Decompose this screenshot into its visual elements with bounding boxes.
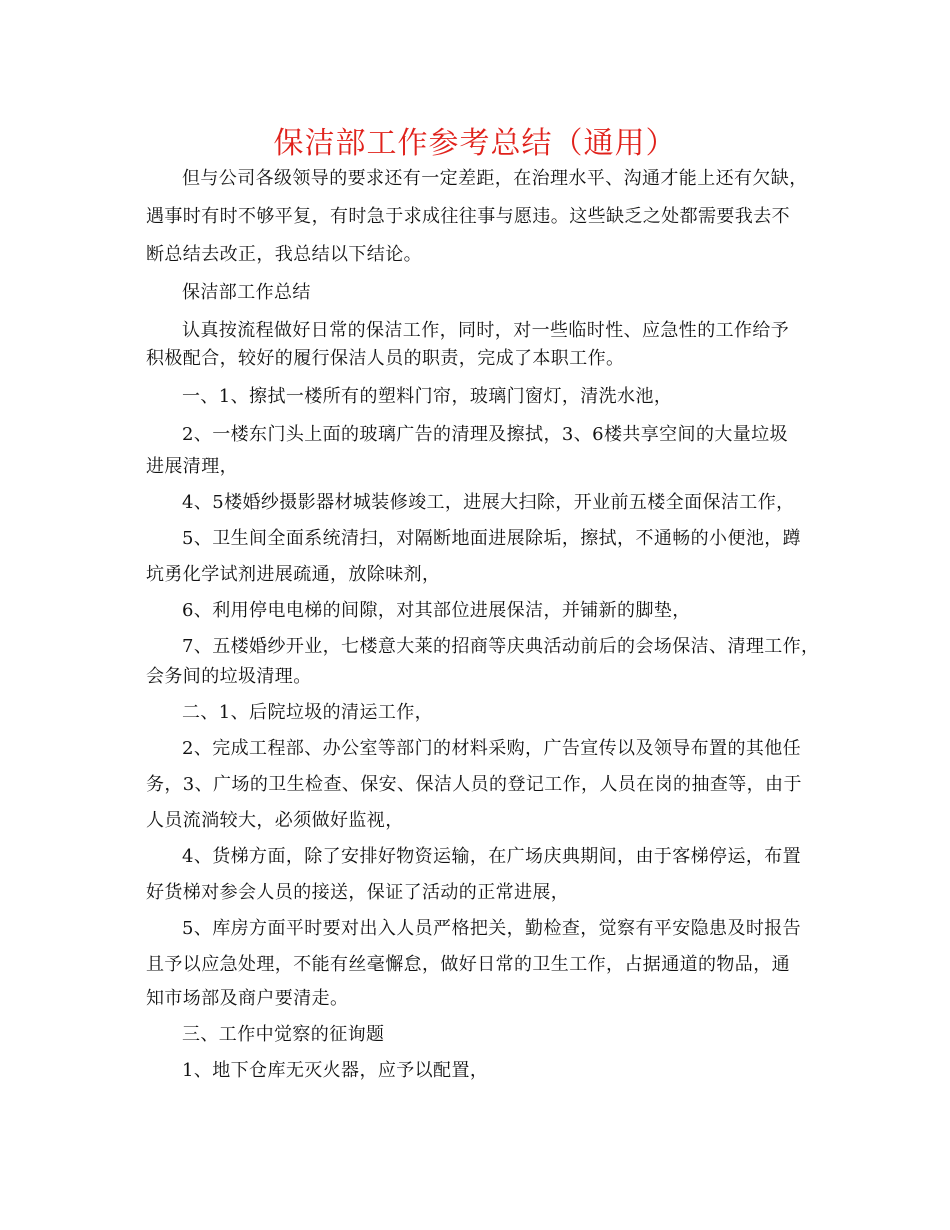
paragraph-line: 断总结去改正，我总结以下结论。 (146, 244, 422, 265)
list-item-line: 一、1、擦拭一楼所有的塑料门帘，玻璃门窗灯，清洗水池， (182, 386, 673, 407)
list-item-line: 4、5楼婚纱摄影器材城装修竣工，进展大扫除，开业前五楼全面保洁工作， (182, 492, 795, 513)
paragraph-line: 认真按流程做好日常的保洁工作，同时，对一些临时性、应急性的工作给予 (182, 320, 790, 341)
section-heading: 保洁部工作总结 (182, 282, 311, 303)
list-item-line: 务，3、广场的卫生检查、保安、保洁人员的登记工作，人员在岗的抽查等，由于 (146, 774, 802, 795)
list-item-line: 5、卫生间全面系统清扫，对隔断地面进展除垢，擦拭，不通畅的小便池，蹲 (182, 528, 802, 549)
paragraph-line: 但与公司各级领导的要求还有一定差距，在治理水平、沟通才能上还有欠缺， (182, 168, 808, 189)
list-item-line: 二、1、后院垃圾的清运工作， (182, 702, 434, 723)
list-item-line: 6、利用停电电梯的间隙，对其部位进展保洁，并铺新的脚垫， (182, 600, 691, 621)
document-title: 保洁部工作参考总结（通用） (273, 126, 677, 161)
list-item-line: 知市场部及商户要清走。 (146, 988, 349, 1009)
paragraph-line: 积极配合，较好的履行保洁人员的职责，完成了本职工作。 (146, 348, 625, 369)
list-item-line: 会务间的垃圾清理。 (146, 666, 312, 687)
list-item-line: 坑勇化学试剂进展疏通，放除味剂， (146, 564, 441, 585)
list-item-line: 人员流淌较大，必须做好监视， (146, 810, 404, 831)
list-item-line: 7、五楼婚纱开业，七楼意大莱的招商等庆典活动前后的会场保洁、清理工作， (182, 636, 820, 657)
list-item-line: 4、货梯方面，除了安排好物资运输，在广场庆典期间，由于客梯停运，布置 (182, 846, 802, 867)
paragraph-line: 遇事时有时不够平复，有时急于求成往往事与愿违。这些缺乏之处都需要我去不 (146, 206, 790, 227)
list-item-line: 2、一楼东门头上面的玻璃广告的清理及擦拭，3、6楼共享空间的大量垃圾 (182, 424, 788, 445)
list-item-line: 且予以应急处理，不能有丝毫懈怠，做好日常的卫生工作，占据通道的物品，通 (146, 954, 790, 975)
section-heading: 三、工作中觉察的征询题 (182, 1024, 385, 1045)
list-item-line: 进展清理， (146, 456, 238, 477)
list-item-line: 2、完成工程部、办公室等部门的材料采购，广告宣传以及领导布置的其他任 (182, 738, 802, 759)
list-item-line: 好货梯对参会人员的接送，保证了活动的正常进展， (146, 882, 570, 903)
list-item-line: 5、库房方面平时要对出入人员严格把关，勤检查，觉察有平安隐患及时报告 (182, 918, 802, 939)
list-item-line: 1、地下仓库无灭火器，应予以配置， (182, 1060, 489, 1081)
